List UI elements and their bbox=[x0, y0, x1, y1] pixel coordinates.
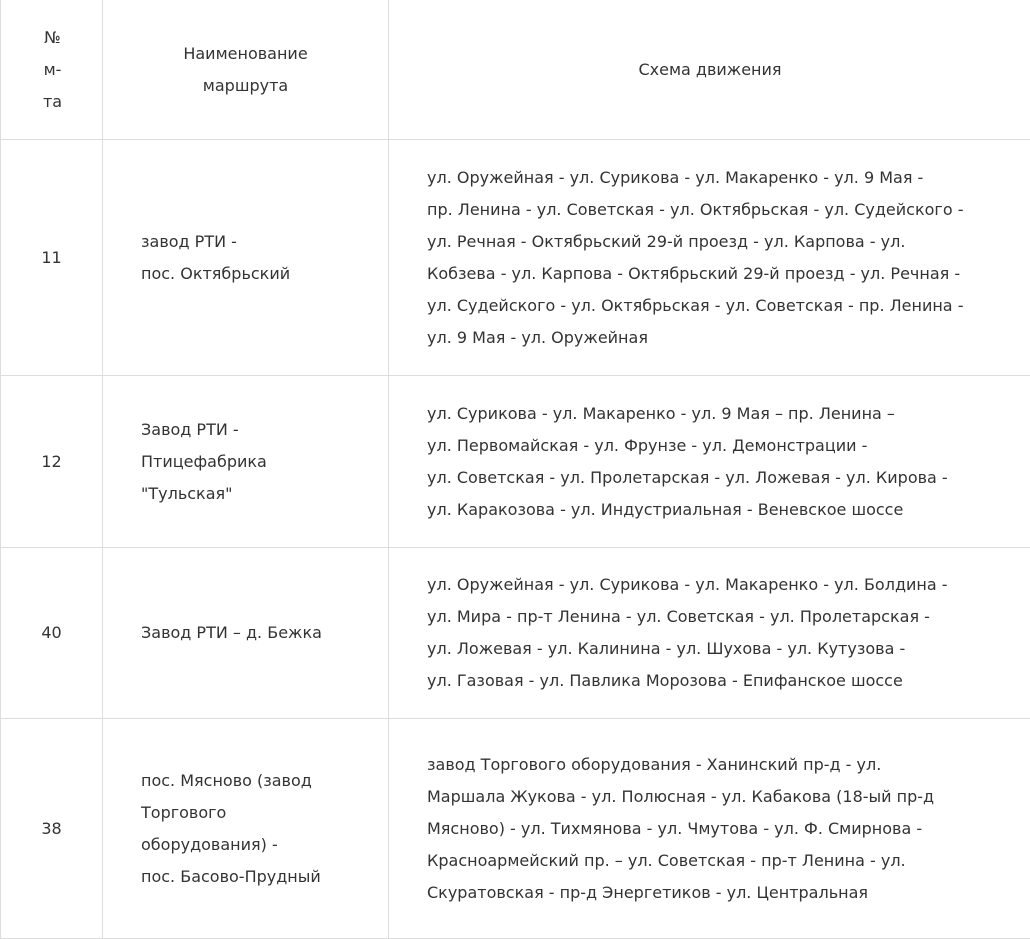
route-scheme-line: завод Торгового оборудования - Ханинский пр-д - ул. bbox=[427, 749, 1011, 781]
route-scheme-cell bbox=[389, 719, 1030, 939]
route-scheme-line: ул. Речная - Октябрьский 29-й проезд - ул. Карпова - ул. bbox=[427, 226, 1011, 258]
route-scheme-line: ул. Оружейная - ул. Сурикова - ул. Макаренко - ул. Болдина - bbox=[427, 569, 1011, 601]
route-scheme-cell bbox=[389, 140, 1030, 376]
table-row bbox=[1, 548, 1030, 719]
route-name-cell bbox=[103, 140, 389, 376]
route-name-line: пос. Мясново (завод bbox=[141, 765, 368, 797]
header-text-line: № bbox=[21, 22, 84, 54]
route-scheme-line: ул. Мира - пр-т Ленина - ул. Советская - ул. Пролетарская - bbox=[427, 601, 1011, 633]
table-row bbox=[1, 140, 1030, 376]
route-name-cell bbox=[103, 376, 389, 548]
route-scheme-line: Кобзева - ул. Карпова - Октябрьский 29-й проезд - ул. Речная - bbox=[427, 258, 1011, 290]
header-text-line: м- bbox=[21, 54, 84, 86]
route-scheme-line: ул. Каракозова - ул. Индустриальная - Веневское шоссе bbox=[427, 494, 1011, 526]
route-scheme-line: Мясново) - ул. Тихмянова - ул. Чмутова - ул. Ф. Смирнова - bbox=[427, 813, 1011, 845]
route-scheme-line: ул. Сурикова - ул. Макаренко - ул. 9 Мая – пр. Ленина – bbox=[427, 398, 1011, 430]
table-row bbox=[1, 376, 1030, 548]
route-scheme-cell bbox=[389, 548, 1030, 719]
route-name-line: Торгового bbox=[141, 797, 368, 829]
route-scheme-line: ул. Оружейная - ул. Сурикова - ул. Макаренко - ул. 9 Мая - bbox=[427, 162, 1011, 194]
route-name-line: "Тульская" bbox=[141, 478, 368, 510]
route-scheme-line: пр. Ленина - ул. Советская - ул. Октябрьская - ул. Судейского - bbox=[427, 194, 1011, 226]
route-name-line: Птицефабрика bbox=[141, 446, 368, 478]
route-name-line: завод РТИ - bbox=[141, 226, 368, 258]
route-scheme-line: ул. Первомайская - ул. Фрунзе - ул. Демонстрации - bbox=[427, 430, 1011, 462]
route-name-line: пос. Басово-Прудный bbox=[141, 861, 368, 893]
route-scheme-line: Красноармейский пр. – ул. Советская - пр-т Ленина - ул. bbox=[427, 845, 1011, 877]
header-text-line: та bbox=[21, 86, 84, 118]
route-scheme-line: ул. Судейского - ул. Октябрьская - ул. Советская - пр. Ленина - bbox=[427, 290, 1011, 322]
route-scheme-cell bbox=[389, 376, 1030, 548]
route-scheme-line: ул. Газовая - ул. Павлика Морозова - Епифанское шоссе bbox=[427, 665, 1011, 697]
header-route-scheme bbox=[389, 0, 1030, 140]
route-number: 38 bbox=[41, 819, 61, 838]
route-name-cell bbox=[103, 719, 389, 939]
header-route-number bbox=[1, 0, 103, 140]
route-scheme-line: ул. Ложевая - ул. Калинина - ул. Шухова - ул. Кутузова - bbox=[427, 633, 1011, 665]
route-scheme-line: ул. 9 Мая - ул. Оружейная bbox=[427, 322, 1011, 354]
route-scheme-line: ул. Советская - ул. Пролетарская - ул. Ложевая - ул. Кирова - bbox=[427, 462, 1011, 494]
header-route-name bbox=[103, 0, 389, 140]
table-row bbox=[1, 719, 1030, 939]
route-number-cell bbox=[1, 548, 103, 719]
route-number: 12 bbox=[41, 452, 61, 471]
header-text-line: Схема движения bbox=[409, 54, 1011, 86]
route-name-line: оборудования) - bbox=[141, 829, 368, 861]
route-scheme-line: Скуратовская - пр-д Энергетиков - ул. Центральная bbox=[427, 877, 1011, 909]
header-text-line: маршрута bbox=[143, 70, 348, 102]
route-name-line: Завод РТИ – д. Бежка bbox=[141, 617, 368, 649]
route-scheme-line: Маршала Жукова - ул. Полюсная - ул. Кабакова (18-ый пр-д bbox=[427, 781, 1011, 813]
header-text-line: Наименование bbox=[143, 38, 348, 70]
route-name-cell bbox=[103, 548, 389, 719]
route-number: 40 bbox=[41, 623, 61, 642]
route-name-line: Завод РТИ - bbox=[141, 414, 368, 446]
route-name-line: пос. Октябрьский bbox=[141, 258, 368, 290]
route-number-cell bbox=[1, 719, 103, 939]
route-number: 11 bbox=[41, 248, 61, 267]
route-number-cell bbox=[1, 376, 103, 548]
table-header-row bbox=[1, 0, 1030, 140]
route-number-cell bbox=[1, 140, 103, 376]
